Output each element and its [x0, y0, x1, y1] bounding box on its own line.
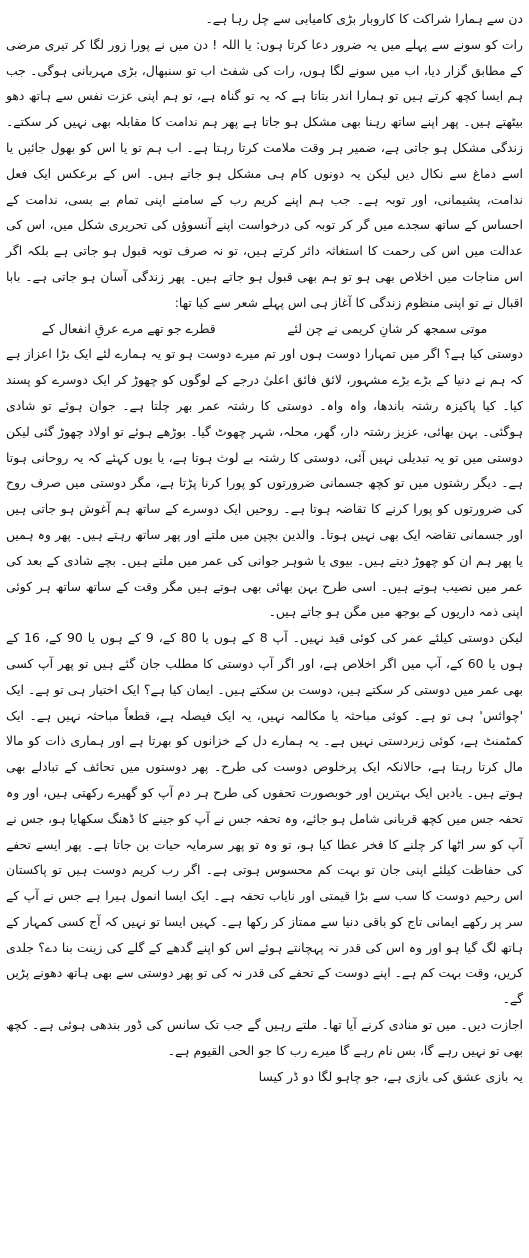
paragraph-farewell: اجازت دیں۔ میں تو منادی کرنے آیا تھا۔ ملتے رہیں گے جب تک سانس کی ڈور بندھی ہوئی ہے۔ کچھ بھی تو نہیں رہے گا، بس نام رہے گا میرے رب کا جو الحی القیوم ہے۔	[6, 1017, 523, 1058]
paragraph-opening-line: دن سے ہمارا شراکت کا کاروبار بڑی کامیابی سے چل رہا ہے۔	[205, 11, 523, 26]
paragraph-friendship: دوستی کیا ہے؟ اگر میں تمہارا دوست ہوں اور تم میرے دوست ہو تو یہ ہمارے لئے ایک بڑا اعزاز ہے کہ ہم نے دنیا کے بڑے بڑے مشہور، لائق فائق اعلیٰ درجے کے لوگوں کو چھوڑ کر ایک دوسرے کو پسند کیا۔ کیا پاکیزہ رشتہ باندھا، واہ واہ۔ دوستی کا رشتہ عمر بھر چلتا ہے۔ جوان ہوئے تو شادی ہوگئی۔ بہن بھائی، عزیز رشتہ دار، گھر، محلہ، شہر چھوٹ گیا۔ بوڑھے ہوئے تو اولاد چھوڑ گئی لیکن دوستی میں تو یہ تبدیلی نہیں آئی، دوستی کا رشتہ بے لوث ہوتا ہے، یا یوں کہئے کہ یہ روحانی ہوتا ہے۔ دیگر رشتوں میں تو کچھ جسمانی ضرورتوں کو پورا کرنا پڑتا ہے، مگر دوستی میں صرف روح کی ضرورتوں کو پورا کرنے کا تقاضہ ہوتا ہے۔ روحیں ایک دوسرے کے ساتھ ہم آغوش ہو جاتی ہیں اور جسمانی تقاضہ ایک بھی نہیں ہوتا۔ والدین بچپن میں ملتے اور پھر ساتھ رہتے ہیں۔ پھر وہ ہمیں یا پھر ہم ان کو چھوڑ دیتے ہیں۔ بیوی یا شوہر جوانی کی عمر میں ملتے ہیں۔ بچے شادی کے بعد کی عمر میں نصیب ہوتے ہیں۔ اسی طرح بہن بھائی بھی ہوتے ہیں مگر وقت کے ساتھ ساتھ ہر کوئی اپنی ذمہ داریوں کے بوجھ میں مگن ہو جاتے ہیں۔	[6, 346, 523, 620]
closing-verse: یہ بازی عشق کی بازی ہے، جو چاہو لگا دو ڈر کیسا	[258, 1068, 523, 1084]
iqbal-couplet	[6, 316, 523, 342]
couplet-second-line: قطرے جو تھے مرے عرقِ انفعال کے	[41, 320, 216, 336]
paragraph-prayer-and-repentance: رات کو سونے سے پہلے میں یہ ضرور دعا کرتا ہوں: یا اللہ ! دن میں نے پورا زور لگا کر تیری مرضی کے مطابق گزار دیا، اب میں سونے لگا ہوں، رات کی شفٹ اب تو سنبھال، بڑی مہربانی ہوگی۔ جب ہم ایسا کچھ کرتے ہیں تو ہمارا اندر بتاتا ہے کہ یہ تو گناہ ہے، تو ہم اپنی عزت نفس سے ہاتھ دھو بیٹھتے ہیں۔ پھر اپنے ساتھ رہنا بھی مشکل ہو جاتا ہے پھر ہم ندامت کا مقابلہ بھی نہیں کر سکتے۔ زندگی مشکل ہو جاتی ہے، ضمیر ہر وقت ملامت کرتا رہتا ہے۔ اب ہم تو یا اس کو بھول جائیں یا اسے دماغ سے نکال دیں لیکن یہ دونوں کام ہی مشکل ہو جاتے ہیں۔ اس کے برعکس ایک فعل ندامت، پشیمانی، اور توبہ ہے۔ جب ہم اپنے کریم رب کے سامنے اپنی تمام بے بسی، ندامت کے احساس کے ساتھ سجدے میں گر کر توبہ کی درخواست اپنے آنسوؤں کی تحریری شکل میں، اس کی عدالت میں اس کی رحمت کا استغاثہ دائر کرتے ہیں، تو نہ صرف توبہ قبول ہو جاتی ہے بلکہ اگر اس مناجات میں اخلاص بھی ہو تو ہم بھی قبول ہو جاتے ہیں۔ پھر زندگی آسان ہو جاتی ہے۔ بابا اقبال نے تو اپنی منظوم زندگی کا آغاز ہی اس پہلے شعر سے کیا تھا:	[6, 36, 523, 310]
article-body	[6, 6, 523, 1089]
paragraph-friendship-age-and-gift: لیکن دوستی کیلئے عمر کی کوئی قید نہیں۔ آپ 8 کے ہوں یا 80 کے، 9 کے ہوں یا 90 کے، 16 کے ہوں یا 60 کے، آپ میں اگر اخلاص ہے، اور اگر آپ دوستی کا مطلب جان گئے ہیں تو پھر آپ کسی بھی عمر میں دوستی کر سکتے ہیں، دوست بن سکتے ہیں۔ ایمان کیا ہے؟ ایک اختیار ہی تو ہے۔ ایک 'چوائس' ہی تو ہے۔ کوئی مباحثہ یا مکالمہ نہیں، یہ ایک فیصلہ ہے، قطعاً مباحثہ نہیں ہے۔ ایک کمٹمنٹ ہے، کوئی زبردستی نہیں ہے۔ یہ ہمارے دل کے خزانوں کو بھرتا ہے اور ہماری ذات کو مالا مال کرتا رہتا ہے، حالانکہ ایک پرخلوص دوست کی طرح۔ پھر دوستوں میں تحائف کے تبادلے بھی ہوتے ہیں۔ یادیں ایک بہترین اور خوبصورت تحفوں کی طرح ہر دم آپ کو گھیرے رکھتی ہیں، اور وہ تحفہ جس میں کچھ قربانی شامل ہو جائے، وہ تحفہ جس نے آپ کو جینے کا ڈھنگ سکھایا ہو، جس نے آپ کو سر اٹھا کر چلنے کا فخر عطا کیا ہو، تو وہ تو پھر سرمایہ حیات بن جاتا ہے۔ پھر ایسے تحفے کی حفاظت کیلئے اپنی جان تو بہت کم محسوس ہوتی ہے۔ اگر رب کریم دوست ہیں تو پاکستان اس رحیم دوست کا سب سے بڑا قیمتی اور نایاب تحفہ ہے۔ ایک ایسا انمول ہیرا ہے جس نے آپ کے سر پر رکھے ایمانی تاج کو باقی دنیا سے ممتاز کر رکھا ہے۔ کہیں ایسا تو نہیں کہ آج کسی کمہار کے ہاتھ لگ گیا ہو اور وہ اس کی قدر نہ پہچانتے ہوئے اس کو اپنے گدھے کے گلے کی زینت بنا دے؟ جلدی کریں، وقت بہت کم ہے۔ اپنے دوست کے تحفے کی قدر نہ کی تو پھر دوستی سے بھی ہاتھ دھونے پڑیں گے۔	[6, 630, 523, 1007]
couplet-first-line: موتی سمجھ کر شانِ کریمی نے چن لئے	[287, 320, 488, 336]
